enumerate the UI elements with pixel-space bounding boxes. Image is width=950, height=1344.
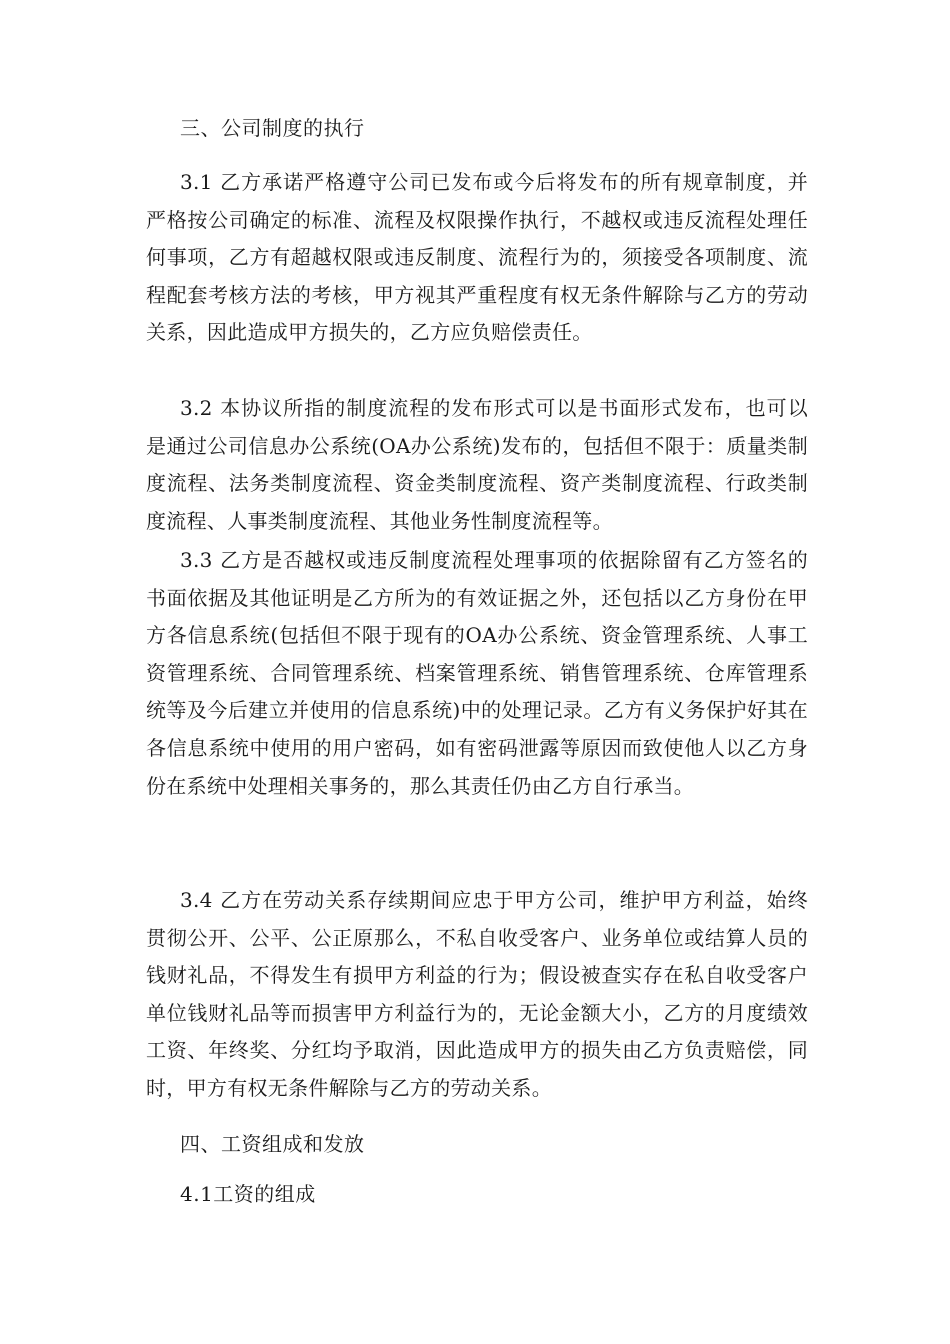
clause-3-4: 3.4 乙方在劳动关系存续期间应忠于甲方公司，维护甲方利益，始终贯彻公开、公平、公正原那么，不私自收受客户、业务单位或结算人员的钱财礼品，不得发生有损甲方利益的行为；假设被查实存在私自收受客户单位钱财礼品等而损害甲方利益行为的，无论金额大小，乙方的月度绩效工资、年终奖、分红均予取消，因此造成甲方的损失由乙方负责赔偿，同时，甲方有权无条件解除与乙方的劳动关系。 <box>146 888 808 1100</box>
section-3-heading: 三、公司制度的执行 <box>180 116 365 140</box>
subsection-4-1-heading: 4.1工资的组成 <box>180 1182 316 1206</box>
clause-3-2: 3.2 本协议所指的制度流程的发布形式可以是书面形式发布，也可以是通过公司信息办公系统(OA办公系统)发布的，包括但不限于：质量类制度流程、法务类制度流程、资金类制度流程、资产类制度流程、行政类制度流程、人事类制度流程、其他业务性制度流程等。 <box>146 396 808 533</box>
section-4-heading: 四、工资组成和发放 <box>180 1132 365 1156</box>
clause-3-1: 3.1 乙方承诺严格遵守公司已发布或今后将发布的所有规章制度，并严格按公司确定的标准、流程及权限操作执行，不越权或违反流程处理任何事项，乙方有超越权限或违反制度、流程行为的，须接受各项制度、流程配套考核方法的考核，甲方视其严重程度有权无条件解除与乙方的劳动关系，因此造成甲方损失的，乙方应负赔偿责任。 <box>146 170 808 345</box>
clause-3-3: 3.3 乙方是否越权或违反制度流程处理事项的依据除留有乙方签名的书面依据及其他证明是乙方所为的有效证据之外，还包括以乙方身份在甲方各信息系统(包括但不限于现有的OA办公系统、资金管理系统、人事工资管理系统、合同管理系统、档案管理系统、销售管理系统、仓库管理系统等及今后建立并使用的信息系统)中的处理记录。乙方有义务保护好其在各信息系统中使用的用户密码，如有密码泄露等原因而致使他人以乙方身份在系统中处理相关事务的，那么其责任仍由乙方自行承当。 <box>146 548 808 798</box>
